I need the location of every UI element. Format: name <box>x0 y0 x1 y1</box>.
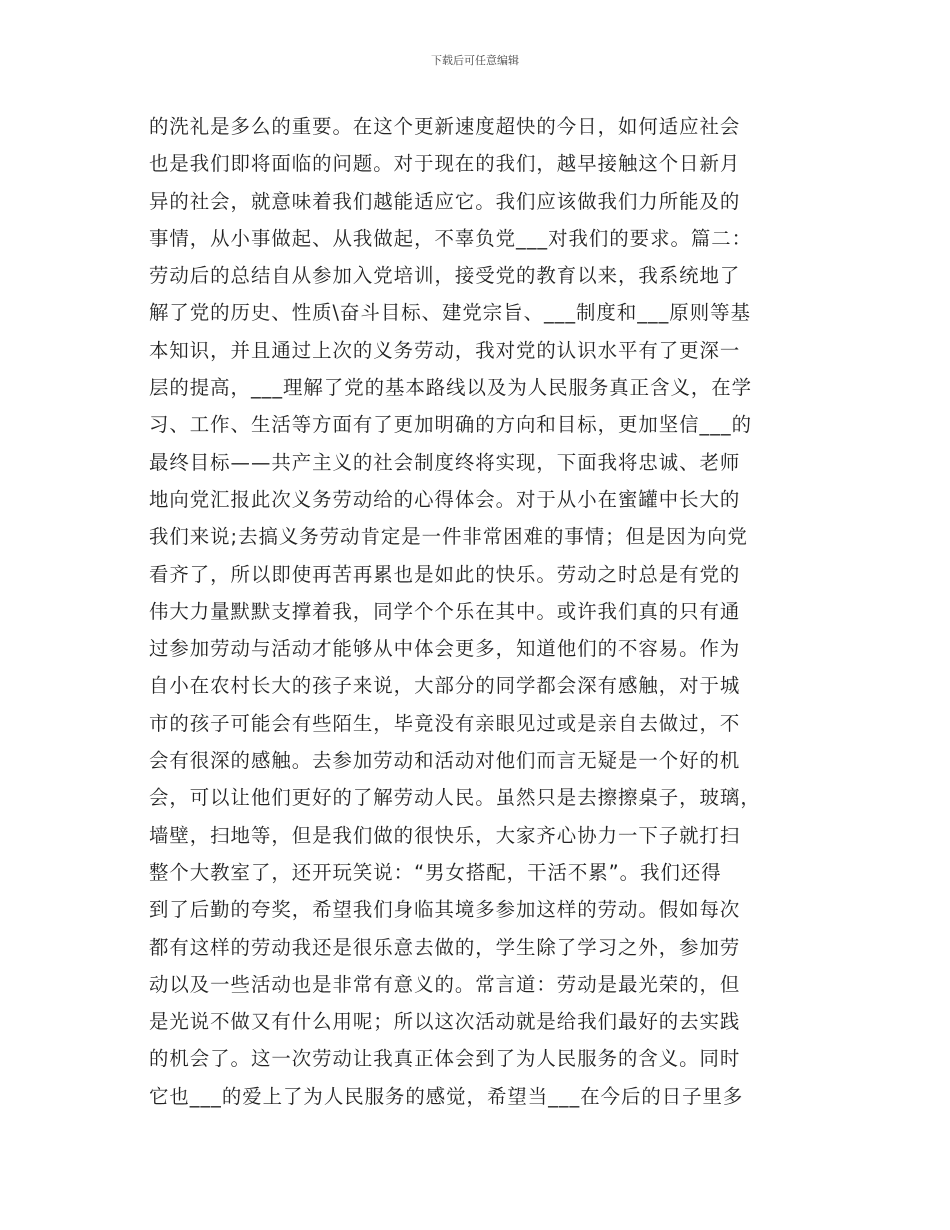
text-line: 也是我们即将面临的问题。对于现在的我们，越早接触这个日新月 <box>149 152 741 176</box>
text-line: 它也___的爱上了为人民服务的感觉，希望当___在今后的日子里多 <box>149 1084 744 1108</box>
text-line: 看齐了，所以即使再苦再累也是如此的快乐。劳动之时总是有党的 <box>149 562 741 586</box>
text-line: 习、工作、生活等方面有了更加明确的方向和目标，更加坚信___的 <box>149 413 753 437</box>
text-line: 层的提高，___理解了党的基本路线以及为人民服务真正含义，在学 <box>149 376 753 400</box>
text-line: 整个大教室了，还开玩笑说：“男女搭配，干活不累”。我们还得 <box>149 860 722 884</box>
text-line: 解了党的历史、性质\奋斗目标、建党宗旨、___制度和___原则等基 <box>149 301 751 325</box>
text-line: 地向党汇报此次义务劳动给的心得体会。对于从小在蜜罐中长大的 <box>149 487 741 511</box>
text-line: 劳动后的总结自从参加入党培训，接受党的教育以来，我系统地了 <box>149 264 741 288</box>
text-line: 市的孩子可能会有些陌生，毕竟没有亲眼见过或是亲自去做过，不 <box>149 711 741 735</box>
text-line: 事情，从小事做起、从我做起，不辜负党___对我们的要求。篇二： <box>149 226 753 250</box>
text-line: 都有这样的劳动我还是很乐意去做的，学生除了学习之外，参加劳 <box>149 935 741 959</box>
text-line: 动以及一些活动也是非常有意义的。常言道：劳动是最光荣的，但 <box>149 972 741 996</box>
text-line: 伟大力量默默支撑着我，同学个个乐在其中。或许我们真的只有通 <box>149 599 741 623</box>
text-line: 的机会了。这一次劳动让我真正体会到了为人民服务的含义。同时 <box>149 1047 741 1071</box>
text-line: 会，可以让他们更好的了解劳动人民。虽然只是去擦擦桌子，玻璃， <box>149 786 761 810</box>
text-line: 最终目标——共产主义的社会制度终将实现，下面我将忠诚、老师 <box>149 450 741 474</box>
text-line: 异的社会，就意味着我们越能适应它。我们应该做我们力所能及的 <box>149 189 741 213</box>
text-line: 我们来说;去搞义务劳动肯定是一件非常困难的事情；但是因为向党 <box>149 525 748 549</box>
page-header: 下载后可任意编辑 <box>431 54 519 67</box>
text-line: 的洗礼是多么的重要。在这个更新速度超快的今日，如何适应社会 <box>149 115 741 138</box>
text-line: 到了后勤的夸奖，希望我们身临其境多参加这样的劳动。假如每次 <box>149 898 741 922</box>
text-line: 过参加劳动与活动才能够从中体会更多，知道他们的不容易。作为 <box>149 637 741 661</box>
text-line: 墙壁，扫地等，但是我们做的很快乐，大家齐心协力一下子就打扫 <box>149 823 741 847</box>
text-line: 会有很深的感触。去参加劳动和活动对他们而言无疑是一个好的机 <box>149 749 741 773</box>
text-line: 是光说不做又有什么用呢；所以这次活动就是给我们最好的去实践 <box>149 1010 741 1034</box>
text-line: 本知识，并且通过上次的义务劳动，我对党的认识水平有了更深一 <box>149 338 741 362</box>
text-line: 自小在农村长大的孩子来说，大部分的同学都会深有感触，对于城 <box>149 674 741 698</box>
document-body <box>149 108 809 1115</box>
